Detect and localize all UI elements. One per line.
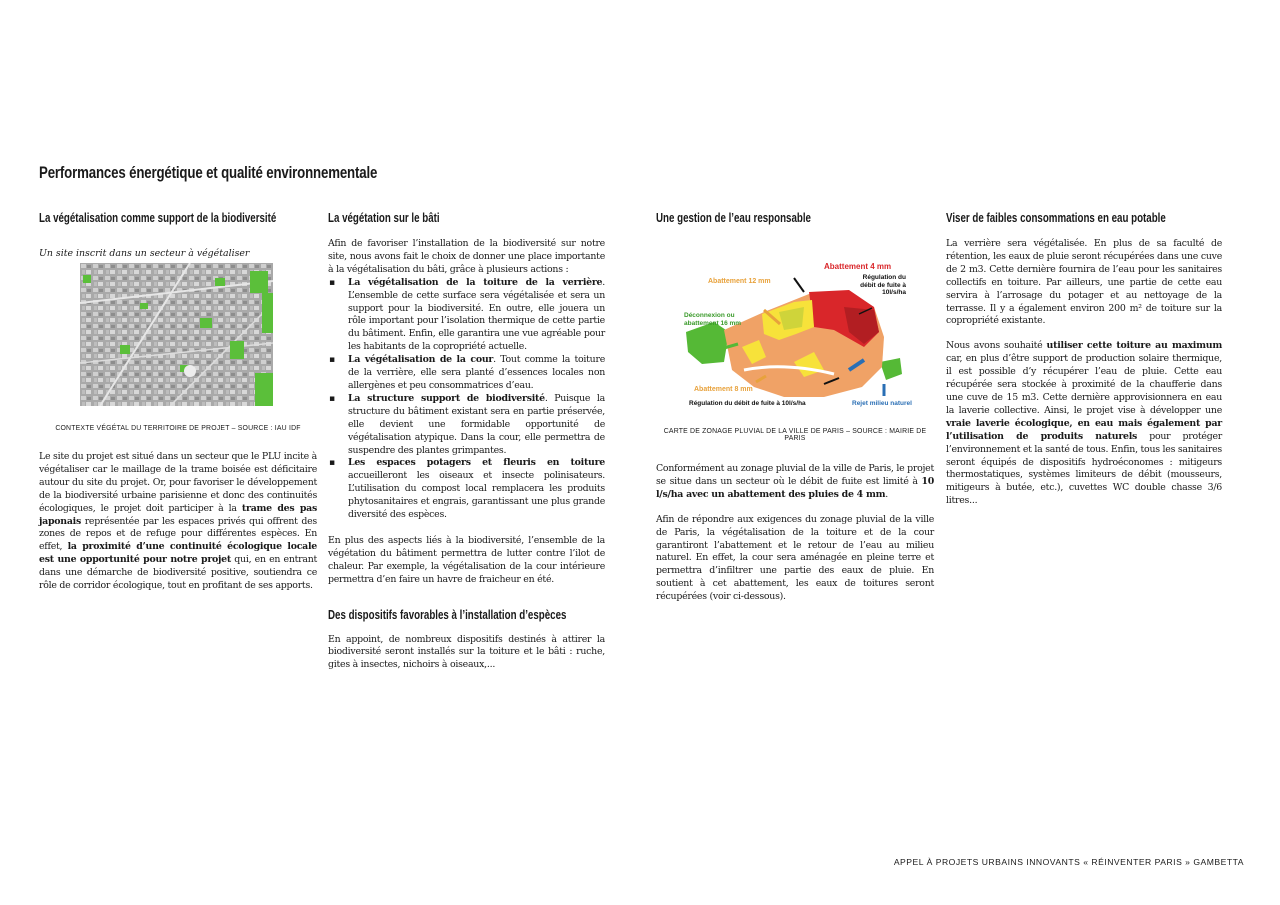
paragraph-site: Le site du projet est situé dans un secteur que le PLU incite à végétaliser car le maillage de la trame boisée est déficitaire autour du site du projet. Or, pour favoriser le développement de la biodiversité urbaine parisienne et donc des continuités écologiques, le projet doit participer à la trame des pas japonais représentée par les espaces privés qui offrent des zones de repos et de refuge pour différentes espèces. En effet, la proximité d’une continuité écologique locale est une opportunité pour notre projet qui, en en entrant dans une démarche de biodiversité positive, soutiendra ce rôle de corridor écologique, tout en profitant de ses apports. (39, 451, 318, 592)
aerial-map-image (80, 263, 273, 406)
caption-aerial-map: CONTEXTE VÉGÉTAL DU TERRITOIRE DE PROJET – SOURCE : IAU IDF (55, 425, 301, 432)
heading-potable-water: Viser de faibles consommations en eau potable (946, 211, 1166, 225)
paragraph-vegetation-intro: Afin de favoriser l’installation de la biodiversité sur notre site, nous avons fait le choix de donner une place importante à la végétalisation du bâti, grâce à plusieurs actions : (328, 238, 605, 275)
label-regulation-bottom: Régulation du débit de fuite à 10l/s/ha (689, 400, 806, 407)
column-vegetation (328, 211, 605, 672)
column-biodiversity (39, 211, 317, 593)
label-deconnexion: Déconnexion ou abattement 16 mm (684, 312, 742, 327)
page-title: Performances énergétique et qualité environnementale (39, 163, 378, 182)
column-potable-water (946, 211, 1222, 508)
label-abattement-8: Abattement 8 mm (694, 386, 753, 393)
column-water (656, 211, 934, 604)
list-item: ▪ Les espaces potagers et fleuris en toiture accueilleront les oiseaux et insecte polinisateurs. L’utilisation du compost local remplacera les produits phytosanitaires et engrais, garantissant une plus grande diversité des espèces. (348, 457, 605, 522)
aerial-map (80, 263, 317, 406)
paragraph-species-devices: En appoint, de nombreux dispositifs destinés à attirer la biodiversité seront installés sur la toiture et le bâti : ruche, gites à insectes, nichoirs à oiseaux,... (328, 633, 605, 671)
list-item: ▪ La végétalisation de la toiture de la verrière. L’ensemble de cette surface sera végétalisée et sera un support pour la biodiversité. En outre, elle jouera un rôle important pour l’isolation thermique de cette partie du bâtiment. Enfin, elle garantira une vue agréable pour les habitants de la copropriété actuelle. (348, 277, 605, 354)
label-abattement-12: Abattement 12 mm (708, 278, 771, 285)
paragraph-verriere: La verrière sera végétalisée. En plus de sa faculté de rétention, les eaux de pluie seront récupérées dans une cuve de 2 m3. Cette dernière fournira de l’eau pour les sanitaires collectifs en toiture. Par ailleurs, une partie de cette eau servira à l’arrosage du potager et au nettoyage de la terrasse. Il y a également environ 200 m² de toiture sur la copropriété existante. (946, 238, 1222, 327)
heading-biodiversity: La végétalisation comme support de la biodiversité (39, 211, 277, 225)
heading-vegetation: La végétation sur le bâti (328, 211, 440, 225)
page-footer: APPEL À PROJETS URBAINS INNOVANTS « RÉINVENTER PARIS » GAMBETTA (893, 857, 1244, 867)
vegetation-action-list (328, 277, 605, 522)
paragraph-zoning: Conformément au zonage pluvial de la ville de Paris, le projet se situe dans un secteur où le débit de fuite est limité à 10 l/s/ha avec un abattement des pluies de 4 mm. (656, 463, 934, 500)
label-rejet: Rejet milieu naturel (852, 400, 912, 407)
label-regulation-top: Régulation du débit de fuite à 10l/s/ha (860, 274, 906, 296)
label-abattement-4: Abattement 4 mm (824, 262, 892, 271)
heading-species-devices: Des dispositifs favorables à l’installation d’espèces (328, 607, 567, 622)
paragraph-rain-management: Afin de répondre aux exigences du zonage pluvial de la ville de Paris, la végétalisation de la toiture et de la cour garantiront l’abattement et le retour de l’eau au milieu naturel. En effet, la cour sera aménagée en pleine terre et permettra d’infiltrer une partie des eaux de pluie. En soutient à cet abattement, les eaux de toitures seront récupérées (voir ci-dessous). (656, 513, 934, 603)
rain-zoning-map (684, 252, 912, 407)
list-item: ▪ La structure support de biodiversité. Puisque la structure du bâtiment existant sera en partie préservée, elle devient une formidable opportunité de végétalisation atypique. Dans la cour, elle permettra de suspendre des plantes grimpantes. (348, 393, 605, 458)
list-item: ▪ La végétalisation de la cour. Tout comme la toiture de la verrière, elle sera planté d’essences locales non allergènes et peu consommatrices d’eau. (348, 354, 605, 393)
subtitle-site: Un site inscrit dans un secteur à végétaliser (39, 248, 250, 259)
paragraph-heat-island: En plus des aspects liés à la biodiversité, l’ensemble de la végétation du bâtiment permettra de lutter contre l’ilot de chaleur. Par exemple, la végétalisation de la cour intérieure permettra d’en faire un havre de fraicheur en été. (328, 534, 605, 585)
caption-zoning-map: CARTE DE ZONAGE PLUVIAL DE LA VILLE DE PARIS – SOURCE : MAIRIE DE PARIS (663, 428, 927, 442)
heading-water: Une gestion de l’eau responsable (656, 211, 811, 225)
paragraph-laverie: Nous avons souhaité utiliser cette toiture au maximum car, en plus d’être support de production solaire thermique, il est possible d’y récupérer l’eau de pluie. Cette eau récupérée sera stockée à proximité de la chaufferie dans une cuve de 15 m3. Cette dernière approvisionnera en eau la laverie collective. Ainsi, le projet vise à développer une vraie laverie écologique, en eau mais également par l’utilisation de produits naturels pour protéger l’environnement et la santé de tous. Enfin, tous les sanitaires seront équipés de dispositifs hydroéconomes : mitigeurs thermostatiques, systèmes limiteurs de débit (mousseurs, mitigeurs à butée, etc.), cuvettes WC double chasse 3/6 litres... (946, 340, 1222, 507)
